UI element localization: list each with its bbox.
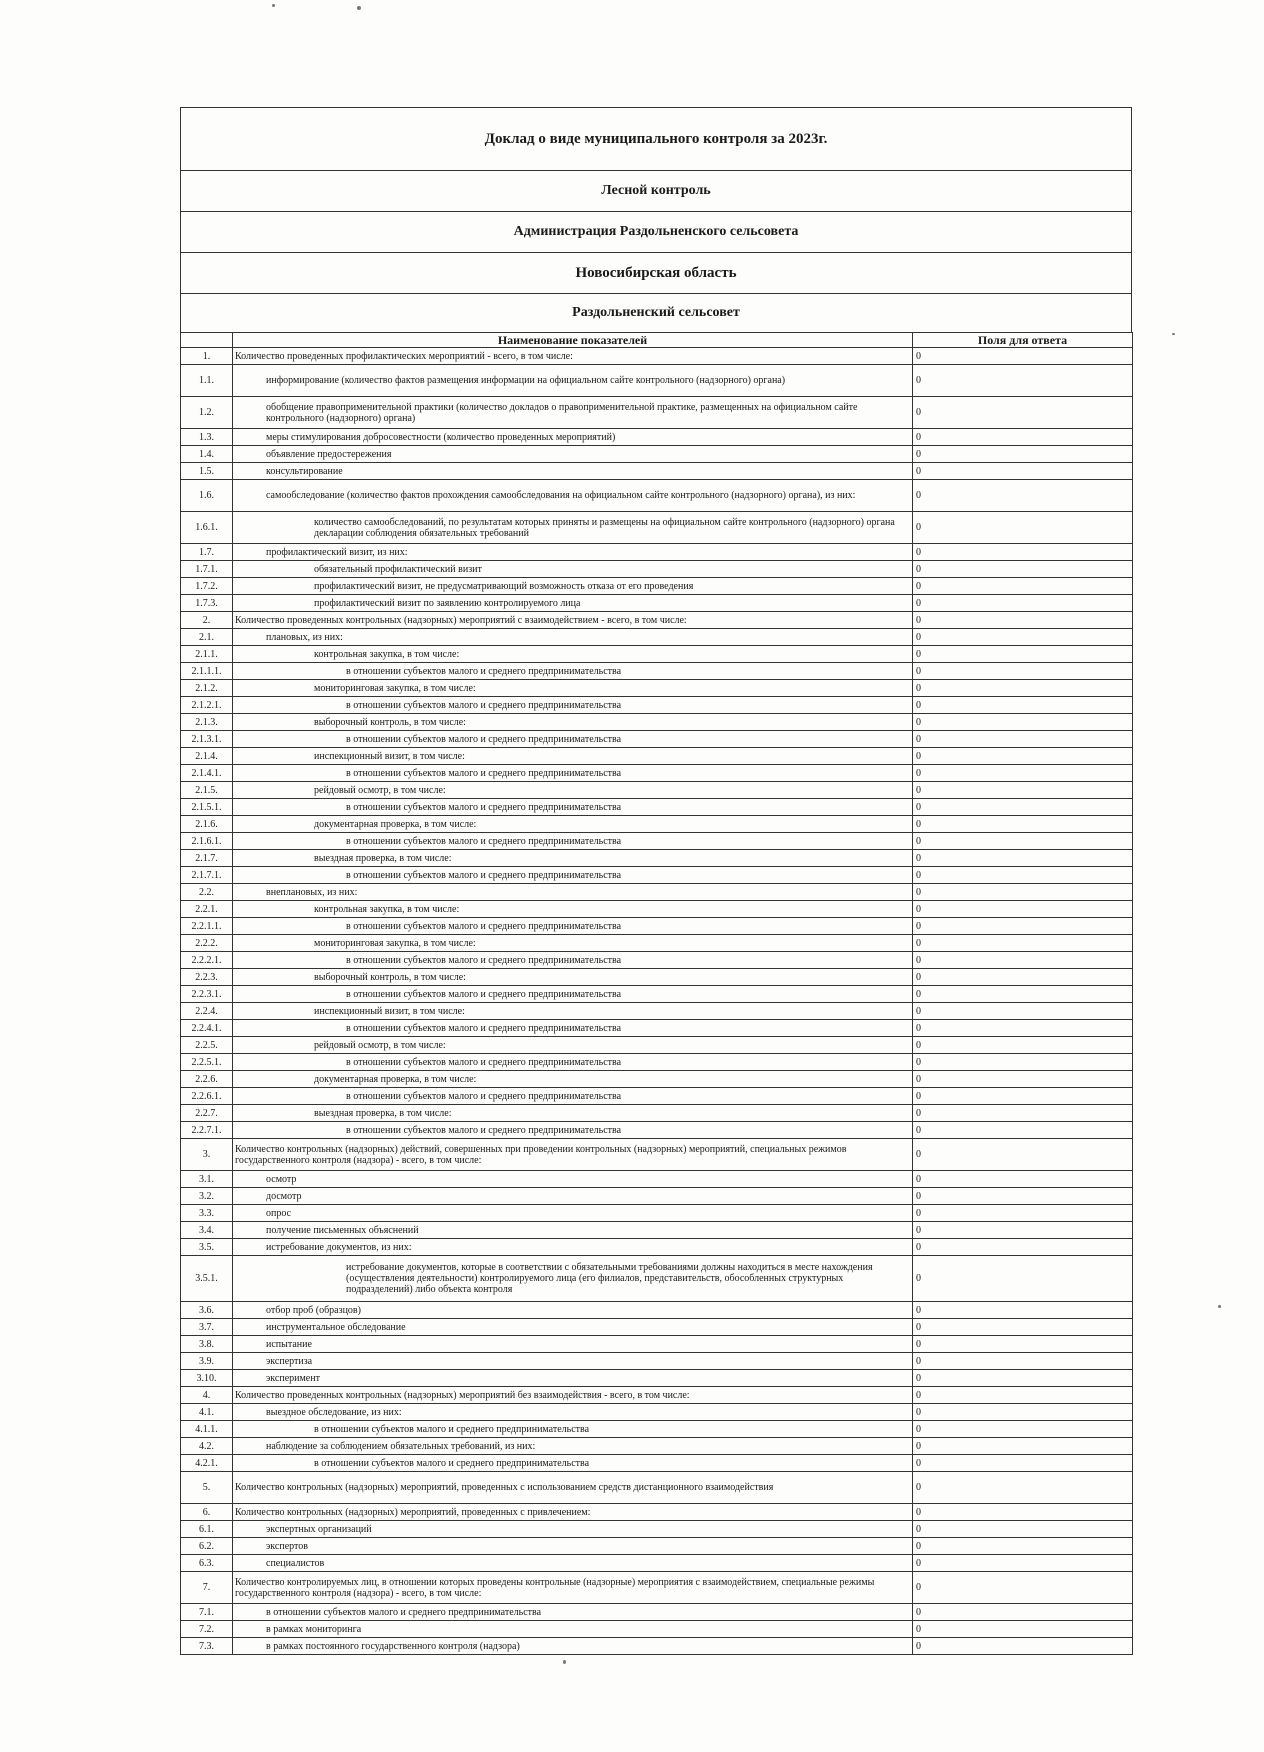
table-row bbox=[181, 952, 1133, 969]
indicator-name: Количество контрольных (надзорных) мероприятий, проведенных с привлечением: bbox=[233, 1504, 913, 1521]
indicator-name: профилактический визит, из них: bbox=[233, 544, 913, 561]
indicator-name: контрольная закупка, в том числе: bbox=[233, 646, 913, 663]
answer-value: 0 bbox=[913, 714, 1133, 731]
answer-value: 0 bbox=[913, 1555, 1133, 1572]
table-body bbox=[181, 348, 1133, 1655]
answer-value: 0 bbox=[913, 1139, 1133, 1171]
answer-value: 0 bbox=[913, 446, 1133, 463]
row-number: 2.2.6.1. bbox=[181, 1088, 233, 1105]
table-row bbox=[181, 480, 1133, 512]
row-number: 2.2.1.1. bbox=[181, 918, 233, 935]
table-row bbox=[181, 731, 1133, 748]
answer-value: 0 bbox=[913, 1504, 1133, 1521]
indicator-name: консультирование bbox=[233, 463, 913, 480]
row-number: 2.1.3.1. bbox=[181, 731, 233, 748]
indicator-name: отбор проб (образцов) bbox=[233, 1302, 913, 1319]
table-row bbox=[181, 1555, 1133, 1572]
table-row bbox=[181, 1572, 1133, 1604]
indicator-name: контрольная закупка, в том числе: bbox=[233, 901, 913, 918]
indicator-name: истребование документов, из них: bbox=[233, 1239, 913, 1256]
column-header-number bbox=[181, 333, 233, 348]
row-number: 2.2.6. bbox=[181, 1071, 233, 1088]
answer-value: 0 bbox=[913, 697, 1133, 714]
answer-value: 0 bbox=[913, 1302, 1133, 1319]
locality-name: Раздольненский сельсовет bbox=[180, 293, 1132, 332]
answer-value: 0 bbox=[913, 1122, 1133, 1139]
indicator-name: мониторинговая закупка, в том числе: bbox=[233, 935, 913, 952]
answer-value: 0 bbox=[913, 429, 1133, 446]
row-number: 3.9. bbox=[181, 1353, 233, 1370]
indicator-name: количество самообследований, по результатам которых приняты и размещены на официальном сайте контрольного (надзорного) органа декларации соблюдения обязательных требований bbox=[233, 512, 913, 544]
indicator-name: объявление предостережения bbox=[233, 446, 913, 463]
table-row bbox=[181, 1404, 1133, 1421]
table-row bbox=[181, 1139, 1133, 1171]
answer-value: 0 bbox=[913, 918, 1133, 935]
row-number: 2.1.5. bbox=[181, 782, 233, 799]
indicator-name: в отношении субъектов малого и среднего предпринимательства bbox=[233, 697, 913, 714]
table-row bbox=[181, 1122, 1133, 1139]
row-number: 1.5. bbox=[181, 463, 233, 480]
answer-value: 0 bbox=[913, 1353, 1133, 1370]
row-number: 2.2.4. bbox=[181, 1003, 233, 1020]
indicator-name: инспекционный визит, в том числе: bbox=[233, 1003, 913, 1020]
row-number: 2.1.7. bbox=[181, 850, 233, 867]
control-kind: Лесной контроль bbox=[180, 170, 1132, 211]
answer-value: 0 bbox=[913, 952, 1133, 969]
answer-value: 0 bbox=[913, 816, 1133, 833]
answer-value: 0 bbox=[913, 1239, 1133, 1256]
answer-value: 0 bbox=[913, 646, 1133, 663]
table-row bbox=[181, 1105, 1133, 1122]
answer-value: 0 bbox=[913, 1054, 1133, 1071]
organization-name: Администрация Раздольненского сельсовета bbox=[180, 211, 1132, 252]
answer-value: 0 bbox=[913, 748, 1133, 765]
row-number: 1.3. bbox=[181, 429, 233, 446]
indicator-name: меры стимулирования добросовестности (количество проведенных мероприятий) bbox=[233, 429, 913, 446]
indicator-name: истребование документов, которые в соответствии с обязательными требованиями должны находиться в месте нахождения (осуществления деятельности) контролируемого лица (его филиалов, представительств, обособленных структурных подразделений) либо объекта контроля bbox=[233, 1256, 913, 1302]
answer-value: 0 bbox=[913, 1521, 1133, 1538]
table-row bbox=[181, 816, 1133, 833]
table-row bbox=[181, 1621, 1133, 1638]
row-number: 1.4. bbox=[181, 446, 233, 463]
table-row bbox=[181, 697, 1133, 714]
indicator-name: в отношении субъектов малого и среднего предпринимательства bbox=[233, 799, 913, 816]
answer-value: 0 bbox=[913, 986, 1133, 1003]
indicator-name: в отношении субъектов малого и среднего предпринимательства bbox=[233, 1122, 913, 1139]
answer-value: 0 bbox=[913, 1387, 1133, 1404]
row-number: 2.1.1. bbox=[181, 646, 233, 663]
table-row bbox=[181, 1239, 1133, 1256]
indicator-name: наблюдение за соблюдением обязательных требований, из них: bbox=[233, 1438, 913, 1455]
table-row bbox=[181, 680, 1133, 697]
answer-value: 0 bbox=[913, 1370, 1133, 1387]
table-row bbox=[181, 1387, 1133, 1404]
row-number: 3. bbox=[181, 1139, 233, 1171]
answer-value: 0 bbox=[913, 1071, 1133, 1088]
row-number: 1.7.1. bbox=[181, 561, 233, 578]
row-number: 2.2. bbox=[181, 884, 233, 901]
table-row bbox=[181, 1003, 1133, 1020]
table-row bbox=[181, 463, 1133, 480]
indicator-name: плановых, из них: bbox=[233, 629, 913, 646]
row-number: 2.2.5. bbox=[181, 1037, 233, 1054]
row-number: 2.1.4.1. bbox=[181, 765, 233, 782]
row-number: 2.1.7.1. bbox=[181, 867, 233, 884]
answer-value: 0 bbox=[913, 1421, 1133, 1438]
table-row bbox=[181, 1438, 1133, 1455]
indicator-name: Количество контрольных (надзорных) действий, совершенных при проведении контрольных (надзорных) мероприятий, специальных режимов государственного контроля (надзора) - всего, в том числе: bbox=[233, 1139, 913, 1171]
indicator-name: испытание bbox=[233, 1336, 913, 1353]
row-number: 4.2.1. bbox=[181, 1455, 233, 1472]
answer-value: 0 bbox=[913, 1472, 1133, 1504]
indicator-name: экспертных организаций bbox=[233, 1521, 913, 1538]
table-row bbox=[181, 1319, 1133, 1336]
answer-value: 0 bbox=[913, 1319, 1133, 1336]
indicator-name: выборочный контроль, в том числе: bbox=[233, 969, 913, 986]
row-number: 3.2. bbox=[181, 1188, 233, 1205]
row-number: 5. bbox=[181, 1472, 233, 1504]
indicator-name: осмотр bbox=[233, 1171, 913, 1188]
row-number: 1.2. bbox=[181, 397, 233, 429]
answer-value: 0 bbox=[913, 612, 1133, 629]
answer-value: 0 bbox=[913, 1222, 1133, 1239]
table-row bbox=[181, 1521, 1133, 1538]
row-number: 2.1.3. bbox=[181, 714, 233, 731]
table-row bbox=[181, 397, 1133, 429]
scan-speck bbox=[357, 6, 361, 10]
row-number: 6. bbox=[181, 1504, 233, 1521]
answer-value: 0 bbox=[913, 1105, 1133, 1122]
answer-value: 0 bbox=[913, 629, 1133, 646]
answer-value: 0 bbox=[913, 663, 1133, 680]
indicator-name: в отношении субъектов малого и среднего предпринимательства bbox=[233, 986, 913, 1003]
answer-value: 0 bbox=[913, 1572, 1133, 1604]
answer-value: 0 bbox=[913, 595, 1133, 612]
table-row bbox=[181, 348, 1133, 365]
indicator-name: обязательный профилактический визит bbox=[233, 561, 913, 578]
answer-value: 0 bbox=[913, 480, 1133, 512]
row-number: 4.1.1. bbox=[181, 1421, 233, 1438]
answer-value: 0 bbox=[913, 365, 1133, 397]
answer-value: 0 bbox=[913, 544, 1133, 561]
answer-value: 0 bbox=[913, 578, 1133, 595]
row-number: 2.2.2.1. bbox=[181, 952, 233, 969]
row-number: 2.2.7.1. bbox=[181, 1122, 233, 1139]
indicator-name: в рамках мониторинга bbox=[233, 1621, 913, 1638]
table-row bbox=[181, 1638, 1133, 1655]
indicator-name: в отношении субъектов малого и среднего предпринимательства bbox=[233, 1088, 913, 1105]
table-row bbox=[181, 833, 1133, 850]
table-row bbox=[181, 1455, 1133, 1472]
table-row bbox=[181, 646, 1133, 663]
answer-value: 0 bbox=[913, 348, 1133, 365]
row-number: 7.2. bbox=[181, 1621, 233, 1638]
row-number: 6.3. bbox=[181, 1555, 233, 1572]
answer-value: 0 bbox=[913, 1336, 1133, 1353]
indicators-table bbox=[180, 332, 1133, 1655]
indicator-name: в рамках постоянного государственного контроля (надзора) bbox=[233, 1638, 913, 1655]
table-row bbox=[181, 1020, 1133, 1037]
answer-value: 0 bbox=[913, 1171, 1133, 1188]
indicator-name: выборочный контроль, в том числе: bbox=[233, 714, 913, 731]
indicator-name: в отношении субъектов малого и среднего предпринимательства bbox=[233, 1054, 913, 1071]
indicator-name: профилактический визит по заявлению контролируемого лица bbox=[233, 595, 913, 612]
answer-value: 0 bbox=[913, 1438, 1133, 1455]
answer-value: 0 bbox=[913, 1256, 1133, 1302]
report-sheet bbox=[180, 107, 1132, 1655]
table-row bbox=[181, 1205, 1133, 1222]
row-number: 1.7. bbox=[181, 544, 233, 561]
answer-value: 0 bbox=[913, 1538, 1133, 1555]
indicator-name: документарная проверка, в том числе: bbox=[233, 1071, 913, 1088]
row-number: 2.1.6. bbox=[181, 816, 233, 833]
table-row bbox=[181, 1472, 1133, 1504]
row-number: 2.2.7. bbox=[181, 1105, 233, 1122]
table-row bbox=[181, 1088, 1133, 1105]
answer-value: 0 bbox=[913, 561, 1133, 578]
row-number: 1.1. bbox=[181, 365, 233, 397]
answer-value: 0 bbox=[913, 1020, 1133, 1037]
table-row bbox=[181, 1054, 1133, 1071]
indicator-name: мониторинговая закупка, в том числе: bbox=[233, 680, 913, 697]
table-row bbox=[181, 867, 1133, 884]
indicator-name: экспертов bbox=[233, 1538, 913, 1555]
table-row bbox=[181, 782, 1133, 799]
indicator-name: в отношении субъектов малого и среднего предпринимательства bbox=[233, 663, 913, 680]
indicator-name: Количество проведенных контрольных (надзорных) мероприятий без взаимодействия - всего, в том числе: bbox=[233, 1387, 913, 1404]
indicator-name: опрос bbox=[233, 1205, 913, 1222]
answer-value: 0 bbox=[913, 1003, 1133, 1020]
row-number: 2.2.3. bbox=[181, 969, 233, 986]
row-number: 3.5.1. bbox=[181, 1256, 233, 1302]
row-number: 2.1.4. bbox=[181, 748, 233, 765]
table-row bbox=[181, 1302, 1133, 1319]
table-row bbox=[181, 901, 1133, 918]
table-row bbox=[181, 663, 1133, 680]
answer-value: 0 bbox=[913, 397, 1133, 429]
answer-value: 0 bbox=[913, 1205, 1133, 1222]
indicator-name: рейдовый осмотр, в том числе: bbox=[233, 782, 913, 799]
table-row bbox=[181, 1336, 1133, 1353]
row-number: 2.1.6.1. bbox=[181, 833, 233, 850]
row-number: 4.1. bbox=[181, 1404, 233, 1421]
answer-value: 0 bbox=[913, 1638, 1133, 1655]
answer-value: 0 bbox=[913, 765, 1133, 782]
answer-value: 0 bbox=[913, 1088, 1133, 1105]
answer-value: 0 bbox=[913, 512, 1133, 544]
answer-value: 0 bbox=[913, 1404, 1133, 1421]
table-row bbox=[181, 1421, 1133, 1438]
indicator-name: выездная проверка, в том числе: bbox=[233, 850, 913, 867]
indicator-name: в отношении субъектов малого и среднего предпринимательства bbox=[233, 1421, 913, 1438]
row-number: 4.2. bbox=[181, 1438, 233, 1455]
indicator-name: выездное обследование, из них: bbox=[233, 1404, 913, 1421]
table-row bbox=[181, 578, 1133, 595]
row-number: 2.1.1.1. bbox=[181, 663, 233, 680]
region-name: Новосибирская область bbox=[180, 252, 1132, 293]
row-number: 2.1. bbox=[181, 629, 233, 646]
indicator-name: инструментальное обследование bbox=[233, 1319, 913, 1336]
row-number: 2.1.5.1. bbox=[181, 799, 233, 816]
table-row bbox=[181, 1504, 1133, 1521]
answer-value: 0 bbox=[913, 731, 1133, 748]
table-row bbox=[181, 544, 1133, 561]
indicator-name: экспертиза bbox=[233, 1353, 913, 1370]
row-number: 2.2.2. bbox=[181, 935, 233, 952]
table-row bbox=[181, 748, 1133, 765]
scan-speck bbox=[272, 4, 275, 7]
row-number: 7.3. bbox=[181, 1638, 233, 1655]
row-number: 7. bbox=[181, 1572, 233, 1604]
row-number: 2.1.2.1. bbox=[181, 697, 233, 714]
table-row bbox=[181, 1370, 1133, 1387]
answer-value: 0 bbox=[913, 1455, 1133, 1472]
column-header-answer: Поля для ответа bbox=[913, 333, 1133, 348]
table-row bbox=[181, 1353, 1133, 1370]
row-number: 3.3. bbox=[181, 1205, 233, 1222]
column-header-indicator: Наименование показателей bbox=[233, 333, 913, 348]
table-row bbox=[181, 1037, 1133, 1054]
table-row bbox=[181, 612, 1133, 629]
table-row bbox=[181, 1256, 1133, 1302]
indicator-name: Количество контролируемых лиц, в отношении которых проведены контрольные (надзорные) мероприятия с взаимодействием, специальные режимы государственного контроля (надзора) - всего, в том числе: bbox=[233, 1572, 913, 1604]
row-number: 2.2.4.1. bbox=[181, 1020, 233, 1037]
indicator-name: профилактический визит, не предусматривающий возможность отказа от его проведения bbox=[233, 578, 913, 595]
answer-value: 0 bbox=[913, 463, 1133, 480]
row-number: 2.2.1. bbox=[181, 901, 233, 918]
row-number: 1.7.3. bbox=[181, 595, 233, 612]
answer-value: 0 bbox=[913, 867, 1133, 884]
indicator-name: Количество проведенных профилактических мероприятий - всего, в том числе: bbox=[233, 348, 913, 365]
row-number: 7.1. bbox=[181, 1604, 233, 1621]
table-row bbox=[181, 629, 1133, 646]
row-number: 4. bbox=[181, 1387, 233, 1404]
answer-value: 0 bbox=[913, 1621, 1133, 1638]
indicator-name: информирование (количество фактов размещения информации на официальном сайте контрольного (надзорного) органа) bbox=[233, 365, 913, 397]
indicator-name: эксперимент bbox=[233, 1370, 913, 1387]
row-number: 6.2. bbox=[181, 1538, 233, 1555]
answer-value: 0 bbox=[913, 833, 1133, 850]
row-number: 3.1. bbox=[181, 1171, 233, 1188]
table-row bbox=[181, 969, 1133, 986]
table-row bbox=[181, 918, 1133, 935]
row-number: 3.4. bbox=[181, 1222, 233, 1239]
table-row bbox=[181, 799, 1133, 816]
row-number: 3.6. bbox=[181, 1302, 233, 1319]
table-row bbox=[181, 884, 1133, 901]
answer-value: 0 bbox=[913, 782, 1133, 799]
indicator-name: в отношении субъектов малого и среднего предпринимательства bbox=[233, 867, 913, 884]
row-number: 3.5. bbox=[181, 1239, 233, 1256]
table-row bbox=[181, 365, 1133, 397]
indicator-name: в отношении субъектов малого и среднего предпринимательства bbox=[233, 952, 913, 969]
table-row bbox=[181, 429, 1133, 446]
row-number: 3.7. bbox=[181, 1319, 233, 1336]
indicator-name: Количество контрольных (надзорных) мероприятий, проведенных с использованием средств дистанционного взаимодействия bbox=[233, 1472, 913, 1504]
row-number: 3.10. bbox=[181, 1370, 233, 1387]
row-number: 2.2.3.1. bbox=[181, 986, 233, 1003]
answer-value: 0 bbox=[913, 901, 1133, 918]
answer-value: 0 bbox=[913, 1604, 1133, 1621]
row-number: 2. bbox=[181, 612, 233, 629]
indicator-name: инспекционный визит, в том числе: bbox=[233, 748, 913, 765]
indicator-name: в отношении субъектов малого и среднего предпринимательства bbox=[233, 1604, 913, 1621]
table-row bbox=[181, 595, 1133, 612]
table-row bbox=[181, 714, 1133, 731]
row-number: 1.6.1. bbox=[181, 512, 233, 544]
indicator-name: обобщение правоприменительной практики (количество докладов о правоприменительной практике, размещенных на официальном сайте контрольного (надзорного) органа) bbox=[233, 397, 913, 429]
report-title: Доклад о виде муниципального контроля за 2023г. bbox=[180, 107, 1132, 170]
row-number: 2.2.5.1. bbox=[181, 1054, 233, 1071]
answer-value: 0 bbox=[913, 850, 1133, 867]
indicator-name: в отношении субъектов малого и среднего предпринимательства bbox=[233, 833, 913, 850]
indicator-name: специалистов bbox=[233, 1555, 913, 1572]
row-number: 1.7.2. bbox=[181, 578, 233, 595]
indicator-name: самообследование (количество фактов прохождения самообследования на официальном сайте контрольного (надзорного) органа), из них: bbox=[233, 480, 913, 512]
table-row bbox=[181, 765, 1133, 782]
row-number: 2.1.2. bbox=[181, 680, 233, 697]
table-row bbox=[181, 446, 1133, 463]
row-number: 1.6. bbox=[181, 480, 233, 512]
answer-value: 0 bbox=[913, 799, 1133, 816]
table-row bbox=[181, 1604, 1133, 1621]
indicator-name: выездная проверка, в том числе: bbox=[233, 1105, 913, 1122]
table-row bbox=[181, 1188, 1133, 1205]
row-number: 6.1. bbox=[181, 1521, 233, 1538]
row-number: 3.8. bbox=[181, 1336, 233, 1353]
answer-value: 0 bbox=[913, 1188, 1133, 1205]
table-row bbox=[181, 1171, 1133, 1188]
table-row bbox=[181, 935, 1133, 952]
table-row bbox=[181, 850, 1133, 867]
scan-speck bbox=[1172, 333, 1175, 335]
indicator-name: в отношении субъектов малого и среднего предпринимательства bbox=[233, 1455, 913, 1472]
scan-speck bbox=[1218, 1305, 1221, 1308]
indicator-name: внеплановых, из них: bbox=[233, 884, 913, 901]
table-header-row bbox=[181, 333, 1133, 348]
indicator-name: документарная проверка, в том числе: bbox=[233, 816, 913, 833]
table-row bbox=[181, 1071, 1133, 1088]
answer-value: 0 bbox=[913, 969, 1133, 986]
table-row bbox=[181, 1222, 1133, 1239]
indicator-name: получение письменных объяснений bbox=[233, 1222, 913, 1239]
answer-value: 0 bbox=[913, 935, 1133, 952]
scan-speck bbox=[563, 1660, 566, 1664]
indicator-name: в отношении субъектов малого и среднего предпринимательства bbox=[233, 731, 913, 748]
indicator-name: досмотр bbox=[233, 1188, 913, 1205]
table-row bbox=[181, 1538, 1133, 1555]
indicator-name: в отношении субъектов малого и среднего предпринимательства bbox=[233, 1020, 913, 1037]
table-row bbox=[181, 561, 1133, 578]
indicator-name: в отношении субъектов малого и среднего предпринимательства bbox=[233, 918, 913, 935]
row-number: 1. bbox=[181, 348, 233, 365]
answer-value: 0 bbox=[913, 680, 1133, 697]
indicator-name: в отношении субъектов малого и среднего предпринимательства bbox=[233, 765, 913, 782]
table-row bbox=[181, 512, 1133, 544]
indicator-name: Количество проведенных контрольных (надзорных) мероприятий с взаимодействием - всего, в том числе: bbox=[233, 612, 913, 629]
table-row bbox=[181, 986, 1133, 1003]
indicator-name: рейдовый осмотр, в том числе: bbox=[233, 1037, 913, 1054]
answer-value: 0 bbox=[913, 884, 1133, 901]
answer-value: 0 bbox=[913, 1037, 1133, 1054]
